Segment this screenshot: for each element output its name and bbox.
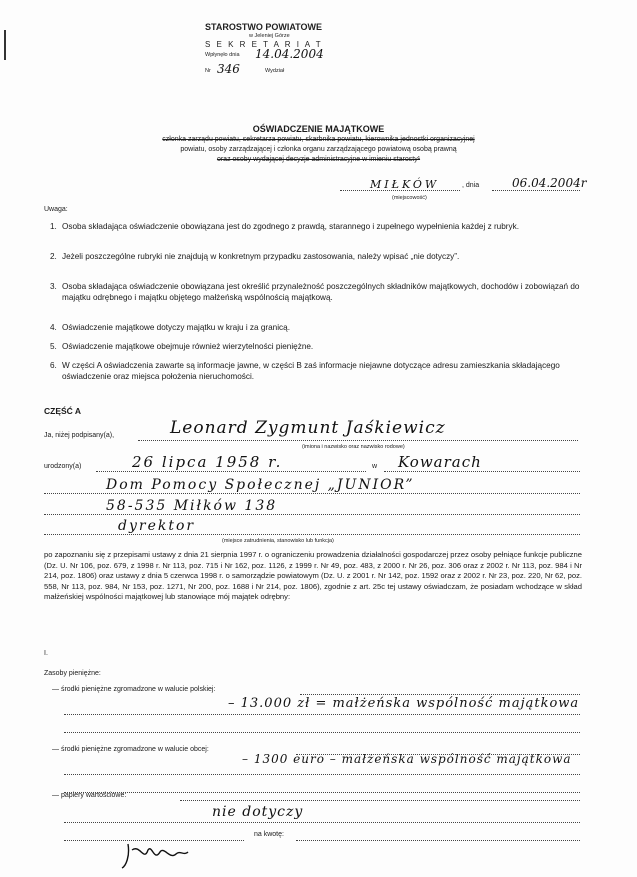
place-caption: (miejscowość): [392, 195, 427, 201]
securities-label: — papiery wartościowe:: [52, 792, 127, 799]
stamp-office: STAROSTWO POWIATOWE: [205, 22, 322, 32]
fx-dots-2: [64, 774, 580, 775]
pln-dots-2: [64, 714, 580, 715]
date-dots: [492, 190, 580, 191]
note-number: 4.: [50, 323, 57, 332]
note-5: [50, 342, 580, 353]
note-text: Osoba składająca oświadczenie obowiązana jest do zgodnego z prawdą, starannego i zupełnego wypełnienia każdej z rubryk.: [62, 222, 519, 231]
amount-dots: [296, 840, 580, 841]
note-text: Oświadczenie majątkowe obejmuje również wierzytelności pieniężne.: [62, 342, 314, 351]
employer-line1: Dom Pomocy Społecznej „JUNIOR”: [106, 477, 415, 493]
place-dots: [340, 190, 460, 191]
legal-text: po zapoznaniu się z przepisami ustawy z dnia 21 sierpnia 1997 r. o ograniczeniu prowadzenia działalności gospodarczej przez osoby pełniące funkcje publiczne (Dz. U. Nr 106, poz. 679, z 1998 r. Nr 113, poz. 715 i Nr 162, poz. 1126, z 1999 r. Nr 49, poz. 483, z 2000 r. Nr 26, poz. 306 oraz z 2002 r. Nr 113, poz. 984 i Nr 214, poz. 1806) oraz ustawy z dnia 5 czerwca 1998 r. o samorządzie powiatowym (Dz. U. z 2001 r. Nr 142, poz. 1592 oraz z 2002 r. Nr 23, poz. 220, Nr 62, poz. 558, Nr 113, poz. 984, Nr 153, poz. 1271, Nr 200, poz. 1688 i Nr 214, poz. 1806), zgodnie z art. 25c tej ustawy oświadczam, że posiadam wchodzące w skład małżeńskiej wspólności majątkowej lub stanowiące mój majątek odrębny:: [44, 550, 582, 601]
signer-value: Leonard Zygmunt Jaśkiewicz: [170, 418, 446, 438]
born-in-value: Kowarach: [398, 453, 482, 471]
signer-dots: [138, 440, 578, 441]
securities-dots-1: [180, 800, 580, 801]
born-value: 26 lipca 1958 r.: [132, 453, 283, 471]
stamp-received-date: 14.04.2004: [255, 47, 324, 61]
fx-dots-3: [64, 792, 580, 793]
place-value: MIŁKÓW: [370, 178, 440, 191]
place-date-separator: , dnia: [462, 182, 480, 189]
stamp-dept: S E K R E T A R I A T: [205, 40, 323, 49]
note-number: 1.: [50, 222, 57, 231]
scan-edge-mark: [4, 30, 6, 60]
note-2: [50, 252, 580, 263]
note-number: 3.: [50, 282, 57, 291]
stamp-number-label: Nr: [205, 68, 211, 74]
signer-caption: (imiona i nazwisko oraz nazwisko rodowe): [302, 444, 405, 450]
note-text: W części A oświadczenia zawarte są informacje jawne, w części B zaś informacje niejawne dotyczące adresu zamieszkania składającego oświadczenie oraz miejsca położenia nieruchomości.: [62, 361, 560, 381]
fx-value: – 1300 euro – małżeńska wspólność majątkowa: [242, 752, 572, 766]
securities-value: nie dotyczy: [212, 804, 304, 820]
employer-line2: 58-535 Miłków 138: [106, 498, 278, 514]
born-dots: [96, 471, 366, 472]
stamp-wydzial-label: Wydział: [265, 68, 285, 74]
pln-dots-1: [300, 694, 580, 695]
section-i-heading: I.: [44, 650, 48, 657]
note-4: [50, 323, 580, 334]
note-6: [50, 361, 580, 382]
pln-dots-3: [64, 732, 580, 733]
position-value: dyrektor: [118, 518, 196, 534]
employer-dots-2: [44, 514, 580, 515]
fx-label: — środki pieniężne zgromadzone w walucie obcej:: [52, 746, 209, 753]
place-date: 06.04.2004r: [512, 176, 587, 190]
born-label: urodzony(a): [44, 463, 82, 470]
employer-dots-1: [44, 493, 580, 494]
born-in-label: w: [372, 463, 378, 470]
pln-label: — środki pieniężne zgromadzone w walucie polskiej:: [52, 686, 216, 693]
position-dots: [44, 534, 580, 535]
stamp-number-value: 346: [217, 62, 240, 76]
securities-dots-2: [64, 822, 580, 823]
pln-value: – 13.000 zł = małżeńska wspólność majątkowa: [228, 696, 580, 711]
note-number: 5.: [50, 342, 57, 351]
subtitle-line: członka zarządu powiatu, sekretarza powiatu, skarbnika powiatu, kierownika jednostki organizacyjnej: [162, 136, 475, 143]
stamp-received-label: Wpłynęło dnia: [205, 52, 240, 58]
uwaga-label: Uwaga:: [44, 206, 68, 213]
section-i-label: Zasoby pieniężne:: [44, 670, 101, 677]
document-title: OŚWIADCZENIE MAJĄTKOWE: [252, 124, 385, 134]
initials-signature: [118, 836, 198, 872]
subtitle-line: powiatu, osoby zarządzającej i członka organu zarządzającego powiatową osobą prawną: [180, 146, 457, 153]
note-number: 6.: [50, 361, 57, 370]
note-1: [50, 222, 580, 233]
signer-label: Ja, niżej podpisany(a),: [44, 432, 115, 439]
note-text: Oświadczenie majątkowe dotyczy majątku w kraju i za granicą.: [62, 323, 290, 332]
note-number: 2.: [50, 252, 57, 261]
registry-stamp: [205, 22, 355, 82]
note-text: Jeżeli poszczególne rubryki nie znajdują w konkretnym przypadku zastosowania, należy wpisać „nie dotyczy”.: [62, 252, 460, 261]
born-in-dots: [384, 471, 580, 472]
note-3: [50, 282, 580, 303]
note-text: Osoba składająca oświadczenie obowiązana jest określić przynależność poszczególnych składników majątkowych, dochodów i zobowiązań do majątku odrębnego i majątku objętego małżeńską wspólnością majątkową.: [62, 282, 580, 302]
employer-caption: (miejsce zatrudnienia, stanowisko lub funkcja): [222, 538, 334, 544]
section-a-heading: CZĘŚĆ A: [44, 406, 81, 416]
amount-label: na kwotę:: [254, 831, 284, 838]
subtitle-line: oraz osoby wydającej decyzje administracyjne w imieniu starosty¹: [216, 156, 421, 163]
document-subtitle: [40, 135, 597, 165]
stamp-city: w Jeleniej Górze: [249, 33, 290, 39]
